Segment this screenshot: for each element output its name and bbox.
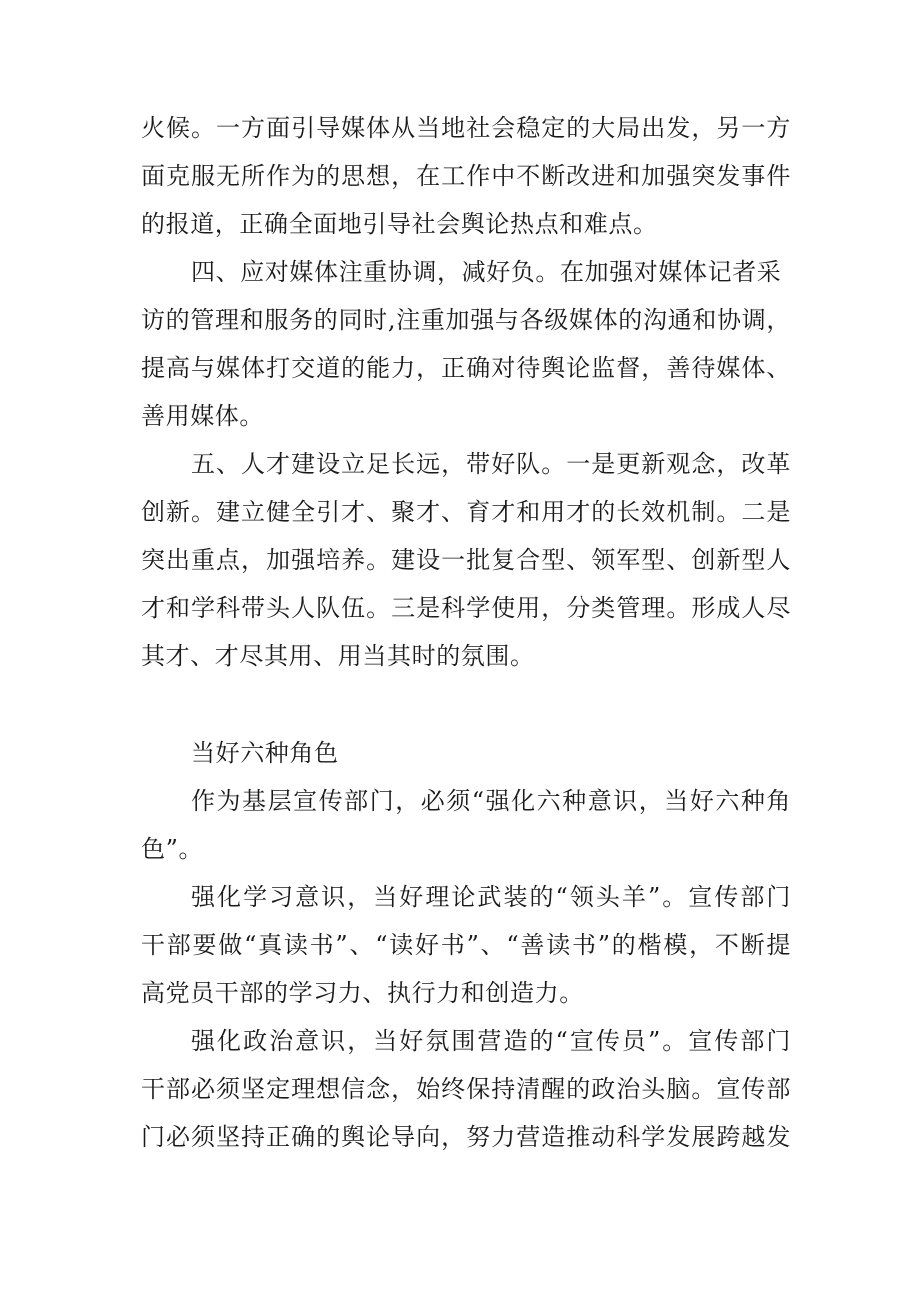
text-line: 面克服无所作为的思想，在工作中不断改进和加强突发事件 [141,162,791,190]
text-line: 五、人才建设立足长远，带好队。一是更新观念，改革 [191,450,791,478]
text-line: 干部要做“真读书”、“读好书”、“善读书”的楷模，不断提 [141,931,791,959]
text-line: 突出重点，加强培养。建设一批复合型、领军型、创新型人 [141,546,791,574]
section-heading: 当好六种角色 [191,739,339,767]
text-line: 强化政治意识，当好氛围营造的“宣传员”。宣传部门 [191,1027,791,1055]
text-line: 作为基层宣传部门，必须“强化六种意识，当好六种角 [191,787,791,815]
text-line: 创新。建立健全引才、聚才、育才和用才的长效机制。二是 [141,498,791,526]
text-line: 门必须坚持正确的舆论导向，努力营造推动科学发展跨越发 [141,1123,791,1151]
text-line: 高党员干部的学习力、执行力和创造力。 [141,979,584,1007]
text-line: 访的管理和服务的同时,注重加强与各级媒体的沟通和协调， [141,306,791,334]
text-line: 的报道，正确全面地引导社会舆论热点和难点。 [141,210,658,238]
text-line: 强化学习意识，当好理论武装的“领头羊”。宣传部门 [191,883,791,911]
text-line: 才和学科带头人队伍。三是科学使用，分类管理。形成人尽 [141,594,791,622]
text-line: 四、应对媒体注重协调，减好负。在加强对媒体记者采 [191,258,782,286]
text-line: 提高与媒体打交道的能力，正确对待舆论监督，善待媒体、 [141,354,791,382]
text-line: 色”。 [141,835,204,863]
text-line: 火候。一方面引导媒体从当地社会稳定的大局出发，另一方 [141,114,791,142]
text-line: 善用媒体。 [141,402,264,430]
text-line: 其才、才尽其用、用当其时的氛围。 [141,642,535,670]
text-line: 干部必须坚定理想信念，始终保持清醒的政治头脑。宣传部 [141,1075,791,1103]
